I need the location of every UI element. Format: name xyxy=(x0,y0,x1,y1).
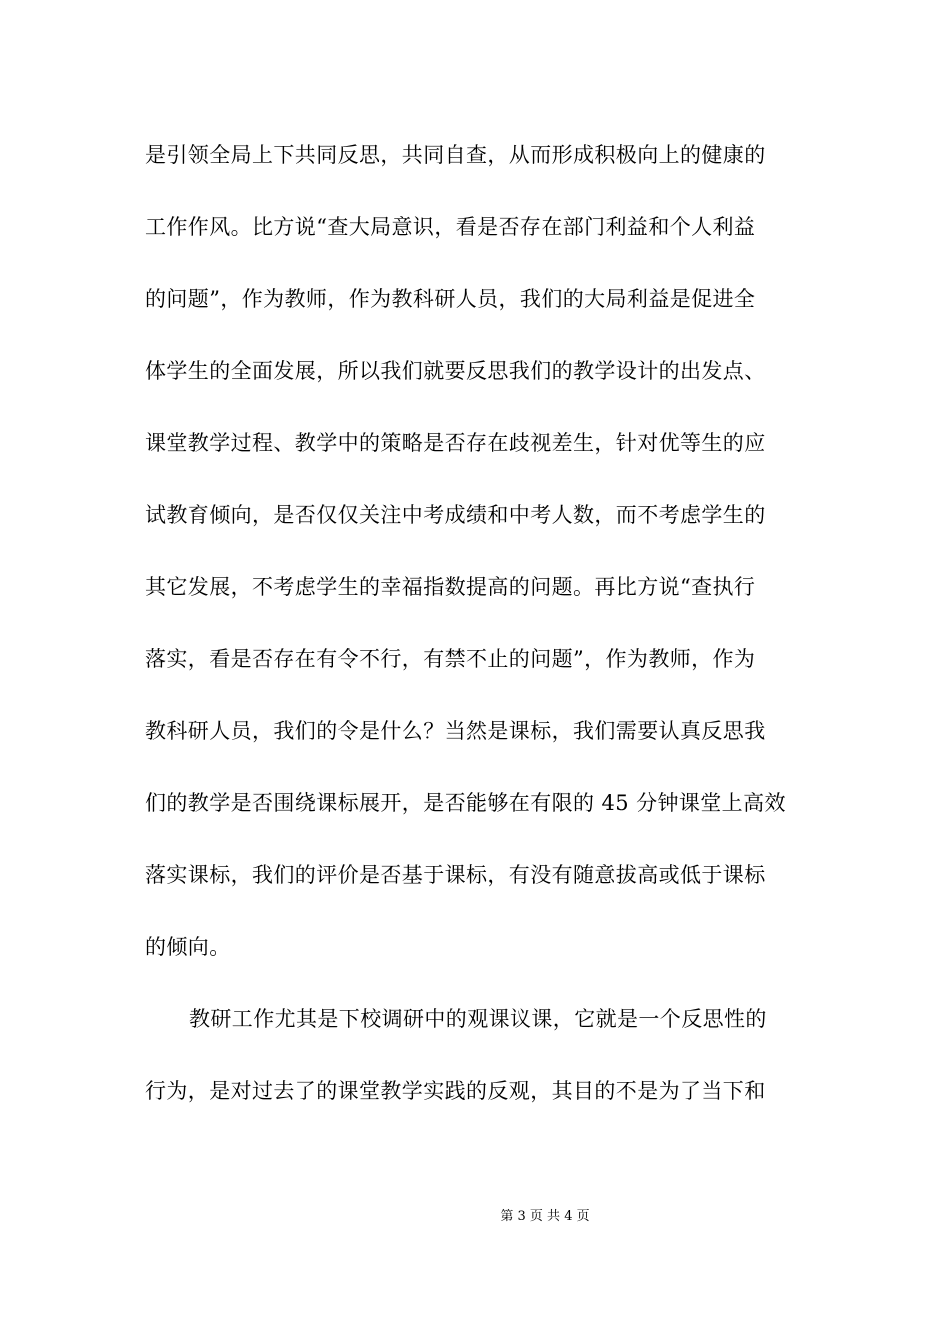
paragraph-line: 其它发展，不考虑学生的幸福指数提高的问题。再比方说“查执行 xyxy=(145,575,756,599)
paragraph-line: 的问题”，作为教师，作为教科研人员，我们的大局利益是促进全 xyxy=(145,287,756,311)
paragraph-line: 课堂教学过程、教学中的策略是否存在歧视差生，针对优等生的应 xyxy=(145,431,766,455)
paragraph-line: 落实课标，我们的评价是否基于课标，有没有随意拔高或低于课标 xyxy=(145,863,766,887)
paragraph-line: 工作作风。比方说“查大局意识，看是否存在部门利益和个人利益 xyxy=(145,215,756,239)
paragraph-line: 们的教学是否围绕课标展开，是否能够在有限的 45 分钟课堂上高效 xyxy=(145,791,786,815)
paragraph-line: 教科研人员，我们的令是什么？当然是课标，我们需要认真反思我 xyxy=(145,719,766,743)
paragraph-line: 的倾向。 xyxy=(145,935,231,959)
paragraph-line: 行为，是对过去了的课堂教学实践的反观，其目的不是为了当下和 xyxy=(145,1079,766,1103)
paragraph-line: 是引领全局上下共同反思，共同自查，从而形成积极向上的健康的 xyxy=(145,143,766,167)
page-number-footer: 第 3 页 共 4 页 xyxy=(500,1209,590,1224)
paragraph-line: 落实，看是否存在有令不行，有禁不止的问题”，作为教师，作为 xyxy=(145,647,756,671)
paragraph-line: 试教育倾向，是否仅仅关注中考成绩和中考人数，而不考虑学生的 xyxy=(145,503,766,527)
paragraph-line: 体学生的全面发展，所以我们就要反思我们的教学设计的出发点、 xyxy=(145,359,766,383)
paragraph-line: 教研工作尤其是下校调研中的观课议课，它就是一个反思性的 xyxy=(189,1007,767,1031)
